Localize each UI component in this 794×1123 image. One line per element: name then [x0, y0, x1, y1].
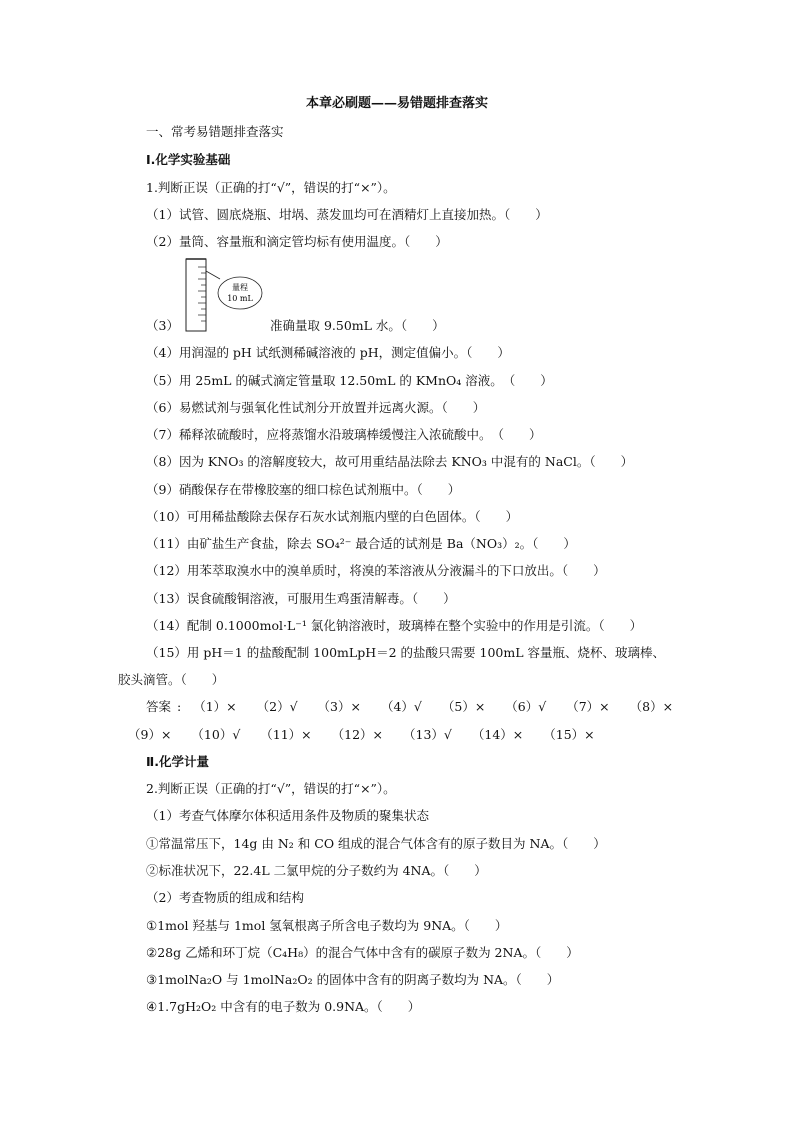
- answer-5: （5）×: [441, 699, 486, 714]
- part2-sub2-item-3: ③1molNa₂O 与 1molNa₂O₂ 的固体中含有的阴离子数均为 NA。（ ）: [146, 972, 560, 987]
- question-15: （15）用 pH＝1 的盐酸配制 100mLpH＝2 的盐酸只需要 100mL 容量瓶、烧杯、玻璃棒、: [146, 645, 665, 660]
- question-11: （11）由矿盐生产食盐，除去 SO₄²⁻ 最合适的试剂是 Ba（NO₃）₂。（ ）: [146, 536, 576, 551]
- question-3-number: （3）: [146, 318, 179, 333]
- question-15-continued: 胶头滴管。（ ）: [118, 672, 225, 687]
- answer-3: （3）×: [317, 699, 361, 714]
- question-4: （4）用润湿的 pH 试纸测稀碱溶液的 pH，测定值偏小。（ ）: [146, 345, 510, 360]
- answer-12: （12）×: [331, 727, 384, 742]
- question-1: （1）试管、圆底烧瓶、坩埚、蒸发皿均可在酒精灯上直接加热。（ ）: [146, 207, 548, 222]
- answer-15: （15）×: [543, 727, 595, 742]
- answer-11: （11）×: [260, 727, 312, 742]
- part1-heading: Ⅰ.化学实验基础: [146, 152, 231, 167]
- question-3-text: 准确量取 9.50mL 水。（ ）: [270, 318, 445, 333]
- answer-label: 答案: [146, 699, 172, 714]
- answer-13: （13）√: [403, 727, 452, 742]
- question-2: （2）量筒、容量瓶和滴定管均标有使用温度。（ ）: [146, 234, 448, 249]
- question-6: （6）易燃试剂与强氧化性试剂分开放置并远离火源。（ ）: [146, 400, 486, 415]
- page-title: 本章必刷题——易错题排查落实: [305, 96, 488, 111]
- question-13: （13）误食硫酸铜溶液，可服用生鸡蛋清解毒。（ ）: [146, 591, 456, 606]
- part2-heading: Ⅱ.化学计量: [146, 754, 209, 769]
- answer-6: （6）√: [505, 699, 547, 714]
- question-10: （10）可用稀盐酸除去保存石灰水试剂瓶内壁的白色固体。（ ）: [146, 509, 519, 524]
- answer-8: （8）×: [629, 699, 674, 714]
- section-heading: 一、常考易错题排查落实: [146, 124, 284, 139]
- question-14: （14）配制 0.1000mol·L⁻¹ 氯化钠溶液时，玻璃棒在整个实验中的作用是引流。（ ）: [146, 618, 643, 633]
- graduated-cylinder-figure: [184, 257, 274, 333]
- question-5: （5）用 25mL 的碱式滴定管量取 12.50mL 的 KMnO₄ 溶液。 （ ）: [146, 373, 553, 388]
- part2-sub2-item-1: ①1mol 羟基与 1mol 氢氧根离子所含电子数均为 9NA。（ ）: [146, 918, 508, 933]
- part2-instruction: 2.判断正误（正确的打“√”，错误的打“×”）。: [146, 781, 396, 796]
- cylinder-label-volume: 10 mL: [227, 294, 253, 303]
- answer-2: （2）√: [256, 699, 298, 714]
- question-8: （8）因为 KNO₃ 的溶解度较大，故可用重结晶法除去 KNO₃ 中混有的 NaCl。（ ）: [146, 454, 634, 469]
- answer-14: （14）×: [471, 727, 524, 742]
- answer-4: （4）√: [380, 699, 422, 714]
- answers-row-1: 答案 : （1）× （2）√ （3）× （4）√ （5）× （6）√ （7）× （8）×: [146, 699, 674, 714]
- part2-sub2-heading: （2）考查物质的组成和结构: [146, 890, 304, 905]
- answer-7: （7）×: [566, 699, 610, 714]
- part1-instruction: 1.判断正误（正确的打“√”，错误的打“×”）。: [146, 180, 396, 195]
- answer-9: （9）×: [128, 727, 172, 742]
- part2-sub1-heading: （1）考查气体摩尔体积适用条件及物质的聚集状态: [146, 808, 429, 823]
- question-9: （9）硝酸保存在带橡胶塞的细口棕色试剂瓶中。（ ）: [146, 482, 461, 497]
- answer-10: （10）√: [191, 727, 241, 742]
- part2-sub1-item-2: ②标准状况下，22.4L 二氯甲烷的分子数约为 4NA。（ ）: [146, 863, 487, 878]
- cylinder-label-range: 量程: [232, 283, 248, 292]
- answer-1: （1）×: [193, 699, 237, 714]
- answers-row-2: [128, 727, 611, 743]
- question-7: （7）稀释浓硫酸时，应将蒸馏水沿玻璃棒缓慢注入浓硫酸中。 （ ）: [146, 427, 542, 442]
- part2-sub2-item-4: ④1.7gH₂O₂ 中含有的电子数为 0.9NA。（ ）: [146, 999, 421, 1014]
- part2-sub1-item-1: ①常温常压下，14g 由 N₂ 和 CO 组成的混合气体含有的原子数目为 NA。（ ）: [146, 836, 606, 851]
- question-12: （12）用苯萃取溴水中的溴单质时，将溴的苯溶液从分液漏斗的下口放出。（ ）: [146, 563, 606, 578]
- part2-sub2-item-2: ②28g 乙烯和环丁烷（C₄H₈）的混合气体中含有的碳原子数为 2NA。（ ）: [146, 945, 579, 960]
